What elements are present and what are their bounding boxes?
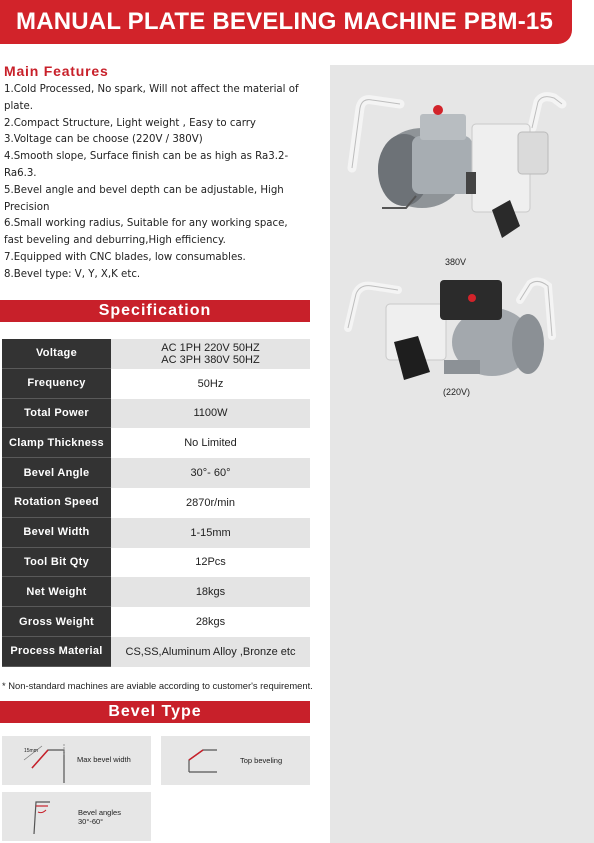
spec-label: Gross Weight — [2, 607, 111, 637]
feature-line: 2.Compact Structure, Light weight , Easy to carry — [4, 117, 256, 129]
specification-table — [2, 339, 310, 667]
photo-caption-220v: (220V) — [443, 387, 471, 397]
bevel-angles-label-line1: Bevel angles — [78, 808, 121, 817]
spec-value — [111, 637, 310, 667]
feature-line: 4.Smooth slope, Surface finish can be as high as Ra3.2- — [4, 151, 289, 163]
feature-line: plate. — [4, 100, 34, 112]
spec-label: Bevel Width — [2, 518, 111, 548]
photo-caption-380v: 380V — [445, 257, 467, 267]
spec-value-line: 28kgs — [195, 616, 226, 629]
bevel-card-max-width — [2, 736, 151, 785]
spec-value-line: CS,SS,Aluminum Alloy ,Bronze etc — [125, 645, 296, 658]
spec-value-line: AC 1PH 220V 50HZ — [161, 341, 260, 354]
spec-value-line: 1-15mm — [190, 526, 231, 539]
spec-value — [111, 339, 310, 369]
spec-label: Process Material — [2, 637, 111, 667]
bevel-card-top-beveling — [161, 736, 310, 785]
spec-row — [2, 399, 310, 429]
spec-value — [111, 458, 310, 488]
spec-label: Voltage — [2, 339, 111, 369]
feature-line: Precision — [4, 201, 50, 213]
spec-value-line: AC 3PH 380V 50HZ — [161, 353, 260, 366]
title-banner — [0, 0, 572, 44]
spec-value — [111, 518, 310, 548]
max-bevel-width-dim: 15mm — [24, 748, 38, 754]
feature-line: 1.Cold Processed, No spark, Will not affect the material of — [4, 84, 299, 95]
spec-row — [2, 339, 310, 369]
spec-label: Bevel Angle — [2, 458, 111, 488]
spec-value-line: No Limited — [184, 437, 237, 450]
top-beveling-label: Top beveling — [240, 756, 283, 765]
specification-heading: Specification — [0, 300, 310, 322]
spec-row — [2, 428, 310, 458]
spec-value-line: 50Hz — [197, 377, 224, 390]
spec-label: Net Weight — [2, 577, 111, 607]
top-beveling-diagram — [161, 736, 310, 785]
spec-row — [2, 548, 310, 578]
spec-value-line: 18kgs — [195, 586, 226, 599]
spec-value-line: 12Pcs — [195, 556, 226, 569]
spec-value — [111, 488, 310, 518]
spec-row — [2, 577, 310, 607]
spec-value — [111, 577, 310, 607]
spec-value — [111, 399, 310, 429]
spec-value — [111, 548, 310, 578]
spec-value-line: 1100W — [193, 407, 228, 420]
spec-value — [111, 428, 310, 458]
spec-row — [2, 488, 310, 518]
feature-line: Ra6.3. — [4, 167, 37, 179]
feature-line: 8.Bevel type: V, Y, X,K etc. — [4, 268, 141, 280]
feature-line: 7.Equipped with CNC blades, low consumables. — [4, 251, 246, 263]
machine-220v-photo — [342, 276, 562, 388]
spec-row — [2, 369, 310, 399]
bevel-angles-label-line2: 30°-60° — [78, 817, 104, 826]
spec-row — [2, 607, 310, 637]
bevel-card-angles — [2, 792, 151, 841]
feature-line: 6.Small working radius, Suitable for any working space, — [4, 218, 288, 230]
feature-line: fast beveling and deburring,High efficiency. — [4, 235, 226, 247]
spec-value — [111, 369, 310, 399]
page-title: MANUAL PLATE BEVELING MACHINE PBM-15 — [16, 8, 554, 35]
spec-label: Frequency — [2, 369, 111, 399]
features-list — [4, 82, 320, 284]
spec-row — [2, 518, 310, 548]
feature-line: 3.Voltage can be choose (220V / 380V) — [4, 134, 203, 146]
footnote: * Non-standard machines are aviable according to customer's requirement. — [2, 680, 313, 691]
spec-row — [2, 458, 310, 488]
bevel-angles-label — [78, 808, 121, 826]
bevel-angles-diagram — [2, 792, 151, 841]
max-bevel-width-label: Max bevel width — [77, 755, 131, 764]
spec-value-line: 2870r/min — [186, 496, 235, 509]
spec-value-line: 30°- 60° — [190, 467, 231, 480]
spec-label: Total Power — [2, 399, 111, 429]
spec-value — [111, 607, 310, 637]
machine-380v-photo — [342, 88, 582, 253]
spec-label: Tool Bit Qty — [2, 548, 111, 578]
spec-label: Rotation Speed — [2, 488, 111, 518]
spec-label: Clamp Thickness — [2, 428, 111, 458]
bevel-type-heading: Bevel Type — [0, 701, 310, 723]
features-heading: Main Features — [4, 63, 109, 79]
feature-line: 5.Bevel angle and bevel depth can be adjustable, High — [4, 184, 284, 196]
spec-row — [2, 637, 310, 667]
